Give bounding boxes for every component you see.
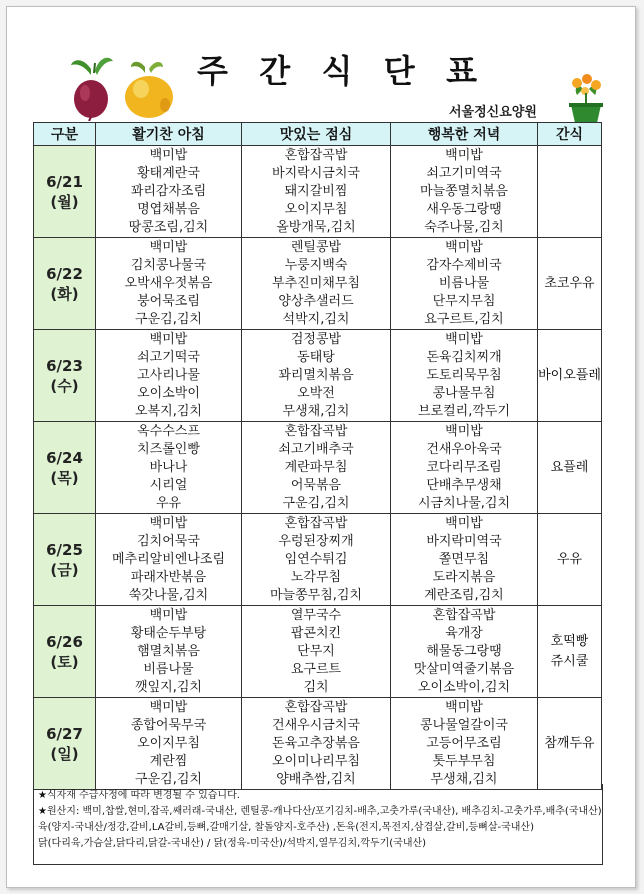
- menu-item: 계란찜: [149, 753, 188, 769]
- day-row: [34, 422, 602, 514]
- breakfast-cell: [96, 514, 242, 606]
- snack-cell: [538, 146, 602, 238]
- menu-item: 시리얼: [149, 477, 188, 493]
- title-char: 주: [197, 52, 228, 90]
- menu-item: 단배추무생채: [426, 477, 502, 493]
- menu-item: 쇠고기떡국: [137, 349, 200, 365]
- menu-item: 임연수튀김: [284, 551, 348, 567]
- menu-item: 시금치나물,김치: [417, 495, 511, 511]
- snack-item: 호떡빵: [550, 633, 589, 649]
- menu-item: 콩나물무침: [432, 385, 496, 401]
- day-date: 6/22: [46, 264, 83, 283]
- note-line: ★식자재 수급사정에 따라 변경될 수 있습니다.: [38, 790, 240, 801]
- breakfast-cell: [96, 606, 242, 698]
- breakfast-cell: [96, 330, 242, 422]
- day-label: [34, 238, 96, 330]
- breakfast-cell: [96, 422, 242, 514]
- snack-cell: [538, 514, 602, 606]
- menu-item: 어묵볶음: [290, 477, 342, 493]
- menu-item: 고등어무조림: [426, 735, 502, 751]
- menu-item: 요구르트,김치: [424, 311, 504, 327]
- menu-item: 새우동그랑땡: [426, 201, 502, 217]
- menu-item: 코다리무조림: [426, 459, 502, 475]
- title-char: 표: [446, 52, 477, 90]
- day-row: [34, 514, 602, 606]
- snack-item: 참깨두유: [544, 735, 595, 751]
- dinner-cell: [391, 422, 538, 514]
- note-line: 닭(다리육,가슴살,닭다리,닭갈-국내산) / 닭(정육-미국산)/석박지,열무김치,깍두기(국내산): [38, 838, 427, 849]
- menu-item: 단무지: [297, 643, 335, 659]
- day-weekday: (일): [50, 744, 79, 763]
- day-label: [34, 330, 96, 422]
- menu-item: 해물동그랑땡: [426, 643, 502, 659]
- menu-item: 석박지,김치: [282, 311, 350, 327]
- day-date: 6/21: [46, 172, 83, 191]
- menu-item: 구운김,김치: [135, 771, 202, 787]
- menu-item: 계란파무침: [284, 459, 348, 475]
- day-label: [34, 606, 96, 698]
- breakfast-cell: [96, 698, 242, 790]
- day-date: 6/25: [46, 540, 83, 559]
- menu-item: 육개장: [445, 625, 483, 641]
- menu-item: 콩나물얼갈이국: [420, 717, 508, 733]
- lunch-cell: [242, 422, 391, 514]
- menu-item: 백미밥: [149, 699, 188, 715]
- menu-item: 김치콩나물국: [130, 257, 207, 273]
- day-weekday: (월): [50, 192, 79, 211]
- menu-item: 단무지무침: [432, 293, 496, 309]
- menu-item: 혼합잡곡밥: [284, 147, 348, 163]
- day-weekday: (토): [50, 652, 79, 671]
- day-date: 6/27: [46, 724, 83, 743]
- note-line: ★원산지: 백미,찹쌀,현미,잡곡,쌔러래-국내산, 렌틸콩-캐나다산/포기김치-배추,고춧가루(국내산), 배추김치-고춧가루,배추(국내산): [38, 806, 602, 817]
- menu-item: 비름나물: [438, 275, 490, 291]
- menu-item: 오복지,김치: [135, 403, 202, 419]
- menu-item: 백미밥: [149, 147, 188, 163]
- menu-item: 브로컬리,깍두기: [417, 403, 511, 419]
- day-date: 6/26: [46, 632, 83, 651]
- menu-item: 햄멸치볶음: [137, 643, 200, 659]
- lunch-cell: [242, 330, 391, 422]
- menu-item: 혼합잡곡밥: [284, 699, 348, 715]
- day-date: 6/23: [46, 356, 83, 375]
- menu-item: 황태계란국: [137, 165, 200, 181]
- menu-item: 렌틸콩밥: [290, 239, 342, 255]
- menu-item: 돈육김치찌개: [426, 349, 502, 365]
- menu-item: 오이소박이: [137, 385, 200, 401]
- menu-item: 혼합잡곡밥: [432, 607, 496, 623]
- menu-item: 구운김,김치: [135, 311, 202, 327]
- lunch-cell: [242, 146, 391, 238]
- day-row: [34, 238, 602, 330]
- breakfast-cell: [96, 146, 242, 238]
- snack-item: 우유: [556, 551, 583, 567]
- menu-item: 혼합잡곡밥: [284, 515, 348, 531]
- flower-pot-illustration: [565, 73, 607, 127]
- lunch-cell: [242, 698, 391, 790]
- title-char: 간: [259, 52, 291, 90]
- menu-item: 꽈리감자조림: [130, 183, 207, 199]
- menu-item: 바나나: [149, 459, 188, 475]
- column-header-lunch: 맛있는 점심: [242, 123, 391, 146]
- menu-item: 감자수제비국: [426, 257, 502, 273]
- dinner-cell: [391, 698, 538, 790]
- day-weekday: (수): [50, 376, 79, 395]
- weekly-menu-table: [33, 122, 602, 790]
- snack-item: 바이오플레: [538, 367, 601, 383]
- menu-item: 땅콩조림,김치: [128, 219, 209, 235]
- day-row: [34, 330, 602, 422]
- page-title: [197, 47, 477, 91]
- snack-cell: [538, 698, 602, 790]
- menu-item: 무생채,김치: [430, 771, 498, 787]
- snack-item: 쥬시쿨: [550, 653, 589, 669]
- menu-item: 백미밥: [149, 515, 188, 531]
- menu-item: 붕어묵조림: [137, 293, 200, 309]
- menu-item: 바지락시금치국: [272, 165, 360, 181]
- menu-item: 우렁된장찌개: [278, 533, 354, 549]
- menu-item: 백미밥: [445, 331, 483, 347]
- menu-item: 백미밥: [445, 239, 483, 255]
- menu-item: 건새우아욱국: [426, 441, 502, 457]
- day-row: [34, 606, 602, 698]
- menu-item: 양상추샐러드: [278, 293, 354, 309]
- menu-body: [34, 146, 602, 790]
- column-header-breakfast: 활기찬 아침: [96, 123, 242, 146]
- day-label: [34, 146, 96, 238]
- menu-item: 동태탕: [297, 349, 335, 365]
- menu-item: 백미밥: [149, 607, 188, 623]
- menu-item: 깻잎지,김치: [135, 679, 202, 695]
- menu-item: 숙주나물,김치: [424, 219, 504, 235]
- menu-item: 도라지볶음: [432, 569, 496, 585]
- snack-cell: [538, 238, 602, 330]
- snack-cell: [538, 422, 602, 514]
- menu-item: 누룽지백숙: [284, 257, 348, 273]
- menu-item: 백미밥: [149, 239, 188, 255]
- menu-item: 백미밥: [149, 331, 188, 347]
- snack-item: 요플레: [550, 459, 589, 475]
- menu-item: 양배추쌈,김치: [276, 771, 356, 787]
- notes-section: [33, 784, 603, 865]
- title-char: 식: [321, 52, 353, 90]
- menu-item: 김치: [303, 679, 329, 695]
- menu-item: 꽈리멸치볶음: [278, 367, 354, 383]
- day-weekday: (화): [50, 284, 79, 303]
- snack-item: 초코우유: [544, 275, 595, 291]
- snack-cell: [538, 606, 602, 698]
- menu-item: 검정콩밥: [290, 331, 342, 347]
- menu-item: 돈육고추장볶음: [272, 735, 360, 751]
- menu-item: 오이소박이,김치: [417, 679, 511, 695]
- menu-item: 백미밥: [445, 515, 483, 531]
- day-label: [34, 514, 96, 606]
- menu-item: 김치어묵국: [137, 533, 200, 549]
- day-weekday: (목): [50, 468, 79, 487]
- menu-item: 마늘쫑무침,김치: [269, 587, 363, 603]
- dinner-cell: [391, 330, 538, 422]
- menu-item: 오박전: [297, 385, 335, 401]
- menu-item: 메추리알비엔나조림: [111, 551, 226, 567]
- menu-item: 우유: [155, 495, 182, 511]
- column-header-dinner: 행복한 저녁: [391, 123, 538, 146]
- menu-item: 치즈롤인빵: [137, 441, 200, 457]
- dinner-cell: [391, 514, 538, 606]
- menu-item: 종합어묵무국: [130, 717, 207, 733]
- day-row: [34, 698, 602, 790]
- menu-item: 올방개묵,김치: [276, 219, 356, 235]
- menu-item: 건새우시금치국: [272, 717, 360, 733]
- dinner-cell: [391, 146, 538, 238]
- menu-item: 부추진미채무침: [272, 275, 360, 291]
- menu-item: 오이미나리무침: [272, 753, 360, 769]
- day-weekday: (금): [50, 560, 79, 579]
- menu-item: 무생채,김치: [282, 403, 350, 419]
- menu-item: 오박새우젓볶음: [124, 275, 213, 291]
- menu-item: 구운김,김치: [282, 495, 350, 511]
- menu-item: 도토리묵무침: [426, 367, 502, 383]
- header-row: [34, 123, 602, 146]
- menu-item: 비름나물: [143, 661, 194, 677]
- menu-item: 황태순두부탕: [130, 625, 207, 641]
- day-label: [34, 698, 96, 790]
- dinner-cell: [391, 606, 538, 698]
- menu-item: 바지락미역국: [426, 533, 502, 549]
- menu-item: 혼합잡곡밥: [284, 423, 348, 439]
- menu-item: 쫄면무침: [438, 551, 490, 567]
- menu-item: 톳두부무침: [432, 753, 496, 769]
- organization-name: 서울정신요양원: [449, 105, 537, 120]
- menu-item: 오이지무침: [137, 735, 200, 751]
- menu-item: 백미밥: [445, 699, 483, 715]
- menu-item: 쇠고기배추국: [278, 441, 354, 457]
- menu-item: 계란조림,김치: [424, 587, 504, 603]
- breakfast-cell: [96, 238, 242, 330]
- note-line: 육(양지-국내산/정강,갈비,LA갈비,등뼈,갈매기살, 찰돌양지-호주산) ,돈육(전지,목전지,삼겹살,갈비,등뼈살-국내산): [38, 822, 534, 833]
- vegetables-illustration: [65, 55, 185, 121]
- menu-item: 옥수수스프: [137, 423, 200, 439]
- day-row: [34, 146, 602, 238]
- dinner-cell: [391, 238, 538, 330]
- lunch-cell: [242, 238, 391, 330]
- day-label: [34, 422, 96, 514]
- column-header-category: 구분: [34, 123, 96, 146]
- menu-item: 오이지무침: [284, 201, 348, 217]
- day-date: 6/24: [46, 448, 83, 467]
- column-header-snack: 간식: [538, 123, 602, 146]
- menu-item: 돼지갈비찜: [284, 183, 348, 199]
- lunch-cell: [242, 514, 391, 606]
- menu-item: 명엽채볶음: [137, 201, 200, 217]
- menu-item: 요구르트: [290, 661, 342, 677]
- menu-item: 팝콘치킨: [290, 625, 342, 641]
- title-char: 단: [383, 52, 415, 90]
- menu-item: 마늘쫑멸치볶음: [420, 183, 508, 199]
- menu-item: 맛살미역줄기볶음: [413, 661, 515, 677]
- menu-item: 쇠고기미역국: [426, 165, 502, 181]
- menu-item: 파래자반볶음: [130, 569, 207, 585]
- snack-cell: [538, 330, 602, 422]
- menu-item: 백미밥: [445, 147, 483, 163]
- menu-item: 쑥갓나물,김치: [128, 587, 209, 603]
- menu-item: 열무국수: [290, 607, 342, 623]
- menu-item: 고사리나물: [137, 367, 200, 383]
- lunch-cell: [242, 606, 391, 698]
- menu-item: 노각무침: [290, 569, 342, 585]
- menu-item: 백미밥: [445, 423, 483, 439]
